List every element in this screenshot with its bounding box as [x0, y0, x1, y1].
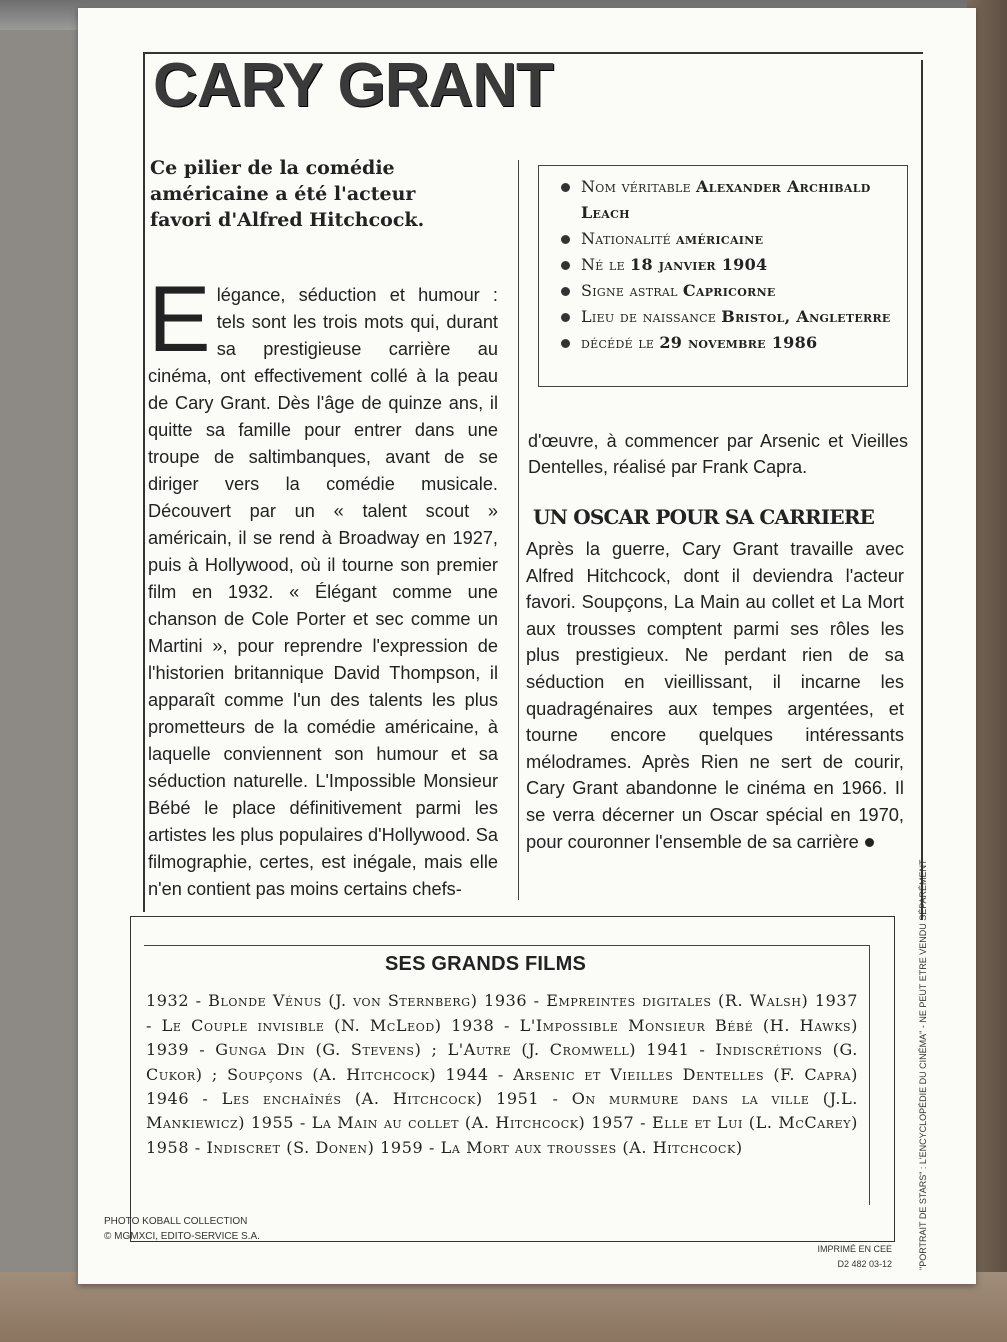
left-rule: [143, 52, 145, 912]
biography-text: [148, 266, 498, 903]
fact-item: Né le 18 janvier 1904: [561, 252, 895, 278]
fact-item: Nationalité américaine: [561, 226, 895, 252]
fact-item: Lieu de naissance Bristol, Angleterre: [561, 304, 895, 330]
facts-box: [538, 165, 908, 387]
print-info: IMPRIMÉ EN CEE D2 482 03-12: [817, 1244, 892, 1269]
fact-item: Signe astral Capricorne: [561, 278, 895, 304]
films-title: SES GRANDS FILMS: [385, 953, 586, 975]
right-rule: [921, 60, 923, 920]
photo-credit: PHOTO KOBALL COLLECTION © MGMXCI, EDITO-SERVICE S.A.: [104, 1216, 260, 1242]
continued-text: d'œuvre, à commencer par Arsenic et Vieilles Dentelles, réalisé par Frank Capra.: [528, 431, 908, 477]
page-title: CARY GRANT: [153, 51, 553, 120]
section-heading: UN OSCAR POUR SA CARRIERE: [533, 505, 875, 529]
biography-body: légance, séduction et humour : tels sont les trois mots qui, durant sa prestigieuse carrière au cinéma, ont effectivement collé à la peau de Cary Grant. Dès l'âge de quinze ans, il quitte sa famille pour entrer dans une troupe de saltimbanques, avant de se diriger vers la comédie musicale. Découvert par un « talent scout » américain, il se rend à Broadway en 1927, puis à Hollywood, où il tourne son premier film en 1932. « Élégant comme une chanson de Cole Porter et sec comme un Martini », pour reprendre l'expression de l'historien britannique David Thompson, il apparaît comme l'un des talents les plus prometteurs de la comédie américaine, à laquelle conviennent son humour et sa séduction naturelle. L'Impossible Monsieur Bébé le place définitivement parmi les artistes les plus populaires d'Hollywood. Sa filmographie, certes, est inégale, mais elle n'en contient pas moins certains chefs-: [148, 285, 498, 899]
drop-cap: E: [148, 266, 211, 371]
oscar-text: Après la guerre, Cary Grant travaille avec Alfred Hitchcock, dont il deviendra l'acteur favori. Soupçons, La Main au collet et La Mort aux trousses comptent parmi ses rôles les plus prestigieux. Ne perdant rien de sa séduction en vieillissant, il incarne les quadragénaires aux tempes argentées, et tourne encore quelques intéressants mélodrames. Après Rien ne sert de courir, Cary Grant abandonne le cinéma en 1966. Il se verra décerner un Oscar spécial en 1970, pour couronner l'ensemble de sa carrière: [526, 538, 904, 852]
vertical-series-note: "PORTRAIT DE STARS" : L'ENCYCLOPÉDIE DU CINÉMA" - NE PEUT ETRE VENDU SÉPARÉMENT: [918, 859, 928, 1270]
films-list: 1932 - Blonde Vénus (J. von Sternberg) 1936 - Empreintes digitales (R. Walsh) 1937 - Le Couple invisible (N. McLeod) 1938 - L'Impossible Monsieur Bébé (H. Hawks) 1939 - Gunga Din (G. Stevens) ; L'Autre (J. Cromwell) 1941 - Indiscrétions (G. Cukor) ; Soupçons (A. Hitchcock) 1944 - Arsenic et Vieilles Dentelles (F. Capra) 1946 - Les enchaînés (A. Hitchcock) 1951 - On murmure dans la ville (J.L. Mankiewicz) 1955 - La Main au collet (A. Hitchcock) 1957 - Elle et Lui (L. McCarey) 1958 - Indiscret (S. Donen) 1959 - La Mort aux trousses (A. Hitchcock): [146, 991, 858, 1157]
fact-item: décédé le 29 novembre 1986: [561, 330, 895, 356]
intro-text: Ce pilier de la comédie américaine a été l'acteur favori d'Alfred Hitchcock.: [150, 157, 425, 231]
fact-item: Nom véritable Alexander Archibald Leach: [561, 174, 895, 226]
column-divider: [518, 160, 519, 900]
end-bullet-icon: [865, 838, 874, 847]
